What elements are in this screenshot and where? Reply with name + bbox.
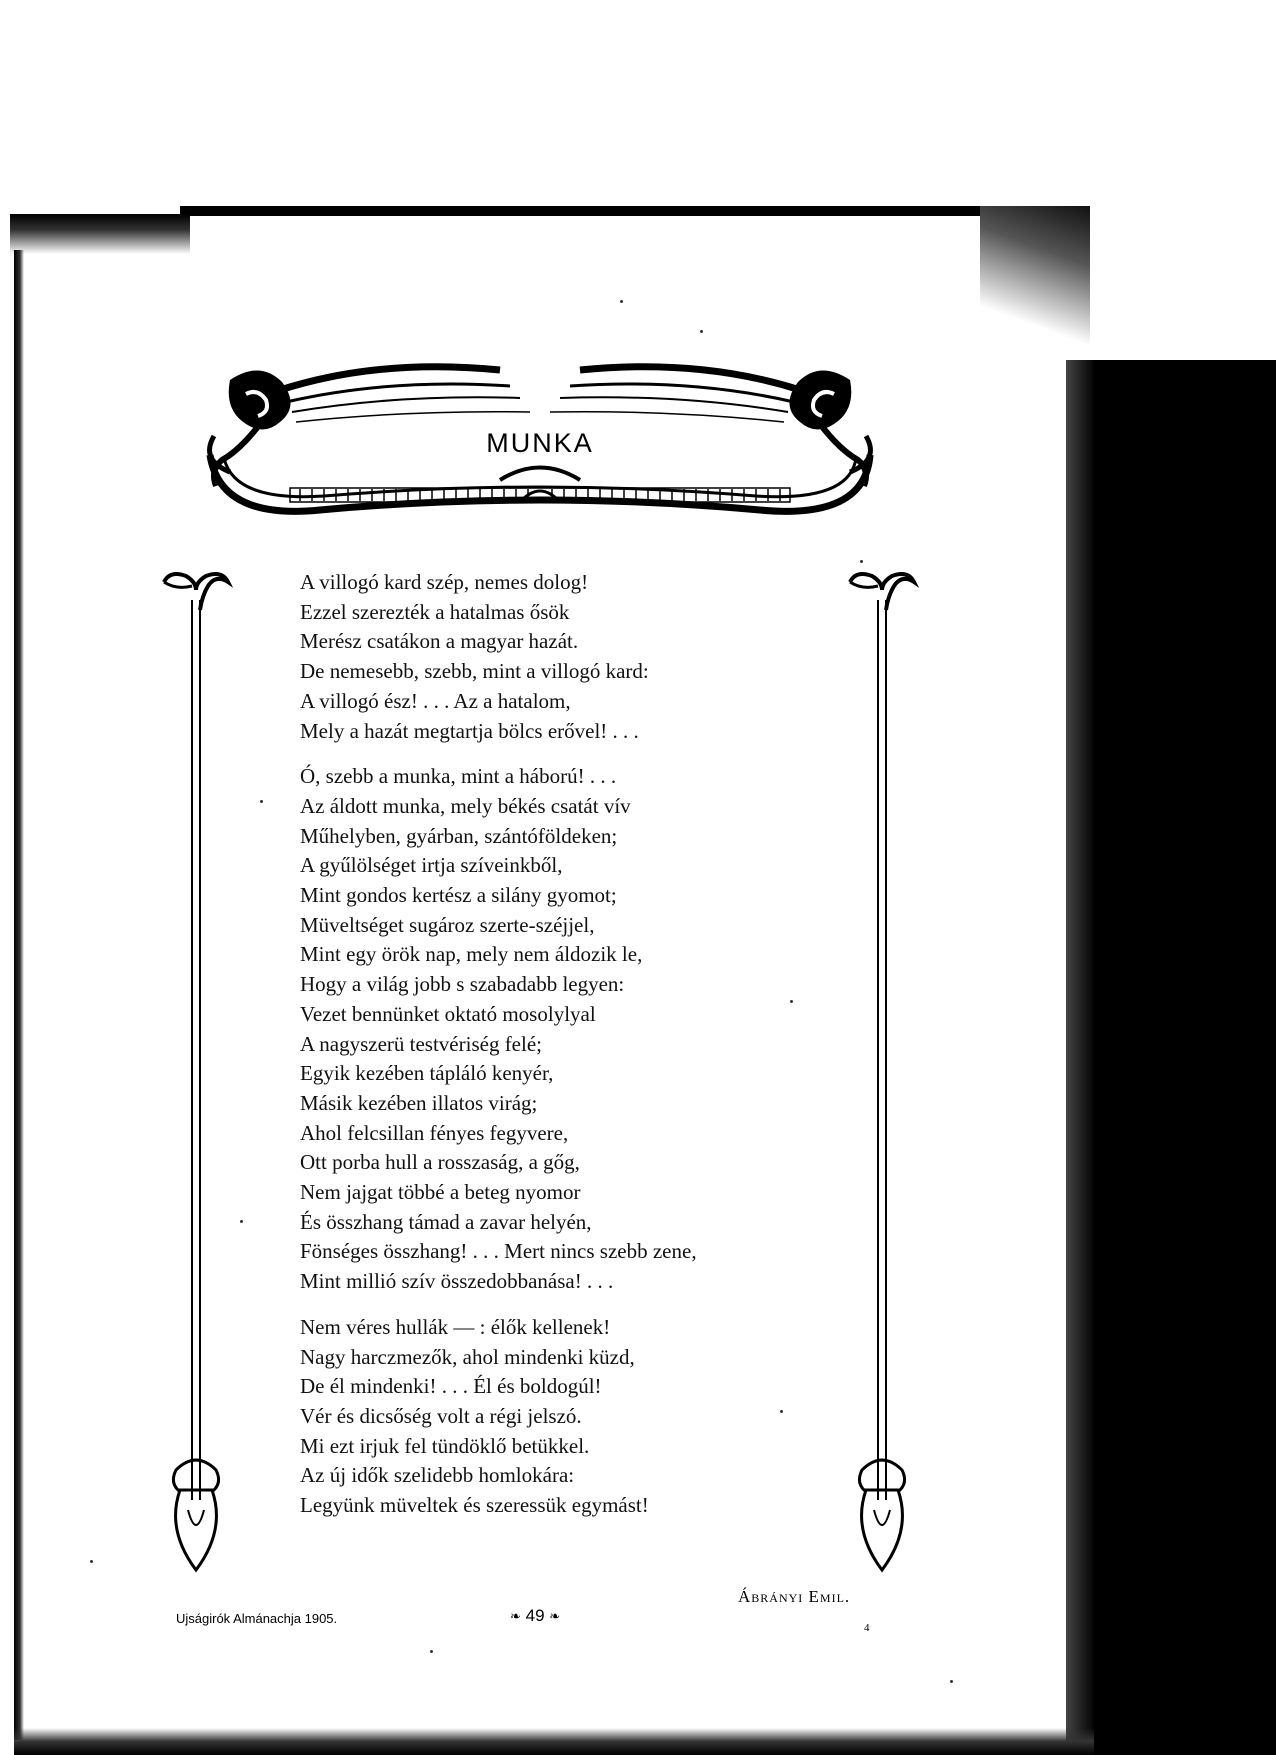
poem-line: Merész csatákon a magyar hazát. [300,629,579,654]
scan-speck [780,1410,783,1413]
stanza-spacer [300,1297,820,1313]
poem-line: Mely a hazát megtartja bölcs erővel! . . . [300,718,639,743]
poem-line: Nem véres hullák — : élők kellenek! [300,1314,611,1339]
poem-line: Ahol felcsillan fényes fegyvere, [300,1120,569,1145]
scan-speck [790,1000,793,1003]
poem-line: Ott porba hull a rosszaság, a gőg, [300,1150,580,1175]
poem-line: De nemesebb, szebb, mint a villogó kard: [300,659,649,684]
poem-line: Ezzel szerezték a hatalmas ősök [300,599,570,624]
poem-line: A nagyszerü testvériség felé; [300,1031,542,1056]
poem-line: Ó, szebb a munka, mint a háború! . . . [300,764,617,789]
scan-edge-top [180,206,980,216]
right-staff-ornament [842,570,922,1580]
poem-line: Nagy harczmezők, ahol mindenki küzd, [300,1344,635,1369]
poem-line: Legyünk müveltek és szeressük egymást! [300,1493,649,1518]
poem-line: Mint gondos kertész a silány gyomot; [300,883,617,908]
poem-line: Nem jajgat többé a beteg nyomor [300,1180,581,1205]
poem-line: A villogó kard szép, nemes dolog! [300,570,589,594]
poem-line: Vér és dicsőség volt a régi jelszó. [300,1403,582,1428]
stanza-spacer [300,746,820,762]
poem-line: A villogó ész! . . . Az a hatalom, [300,688,571,713]
poem-stanza-1 [300,568,820,746]
poem-stanza-2 [300,762,820,1297]
scan-speck [620,300,623,303]
scan-edge-left [14,250,24,1740]
poem-line: De él mindenki! . . . Él és boldogúl! [300,1374,602,1399]
poem-title: MUNKA [486,428,594,458]
poem-line: Hogy a világ jobb s szabadabb legyen: [300,972,625,997]
poem-line: Mint millió szív összedobbanása! . . . [300,1269,614,1294]
poem-line: Vezet bennünket oktató mosolylyal [300,1001,596,1026]
page-number: 49 [525,1606,545,1625]
signature-mark: 4 [864,1622,870,1634]
poem-line: Egyik kezében tápláló kenyér, [300,1061,554,1086]
scan-speck [700,330,703,333]
page-ornament-left: ❧ [510,1608,521,1624]
scan-speck [240,1220,243,1223]
page-ornament-right: ❧ [549,1608,561,1624]
scan-speck [860,560,863,563]
poem-line: Fönséges összhang! . . . Mert nincs szebb zene, [300,1239,697,1264]
scan-speck [260,800,263,803]
poem-stanza-3 [300,1313,820,1521]
poem-line: És összhang támad a zavar helyén, [300,1209,592,1234]
poem-body [300,568,820,1521]
poem-author: Ábrányi Emil. [738,1587,851,1606]
scan-speck [90,1560,93,1563]
scan-edge-top-right [980,206,1090,366]
scan-edge-top-left [10,214,190,254]
almanac-title: Ujságirók Almánachja 1905. [176,1611,338,1626]
scan-edge-right [1066,360,1276,1755]
poem-line: A gyűlölséget irtja szíveinkből, [300,853,563,878]
page-number-block [510,1606,560,1626]
poem-line: Műhelyben, gyárban, szántóföldeken; [300,823,618,848]
scan-edge-bottom [14,1728,1094,1755]
poem-line: Mint egy örök nap, mely nem áldozik le, [300,942,643,967]
scan-speck [950,1680,953,1683]
poem-line: Másik kezében illatos virág; [300,1090,538,1115]
scan-speck [430,1650,433,1653]
left-staff-ornament [156,570,236,1580]
poem-line: Müveltséget sugároz szerte-széjjel, [300,912,595,937]
poem-line: Mi ezt irjuk fel tündöklő betükkel. [300,1433,590,1458]
poem-line: Az áldott munka, mely békés csatát vív [300,793,631,818]
poem-line: Az új idők szelidebb homlokára: [300,1463,575,1488]
